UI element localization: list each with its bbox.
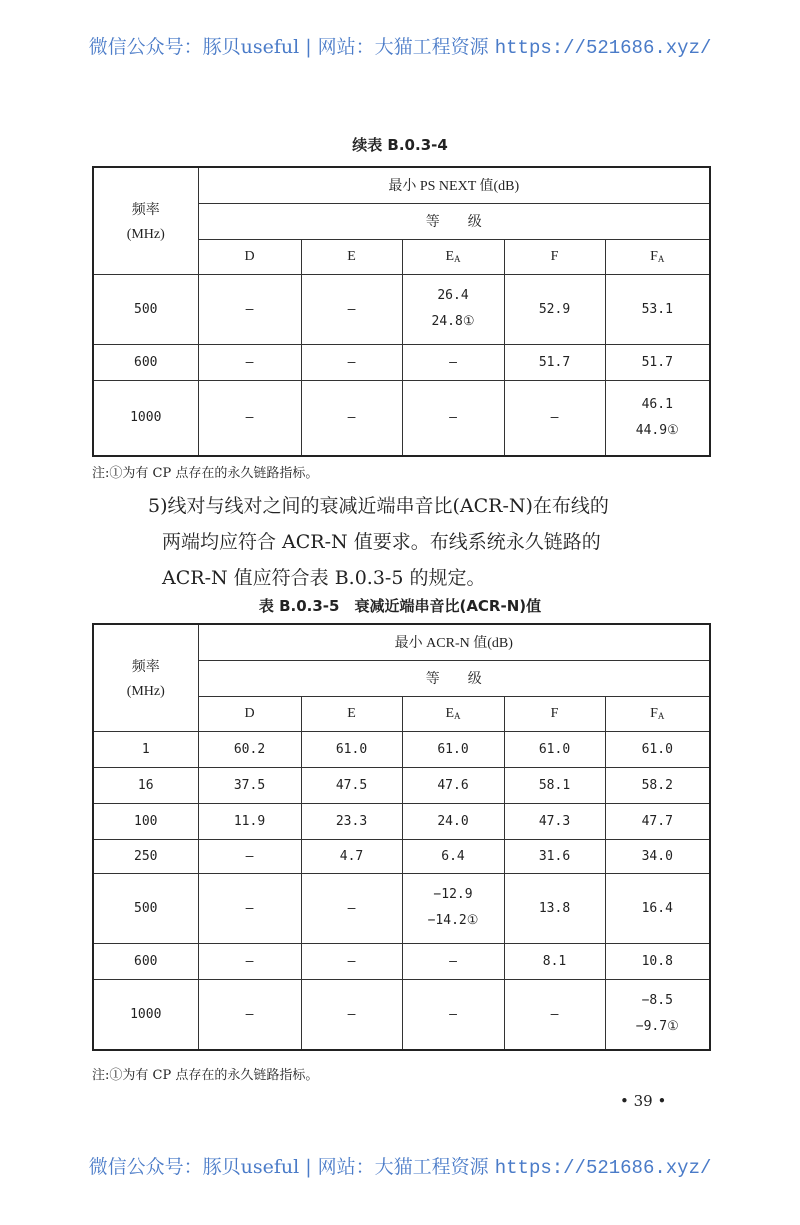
cell-value: 51.7 [538,354,571,370]
header-row [93,624,710,660]
value-cell [402,943,504,979]
cell-value: — [347,301,356,317]
grade-main: E [347,248,356,264]
cell-value: 47.3 [538,813,571,829]
table2-caption: 表 B.0.3-5 衰减近端串音比(ACR-N)值 [258,597,542,615]
value-cell [402,380,504,456]
cell-value: 6.4 [441,848,465,864]
header-row [93,167,710,203]
table1-note: 注:①为有 CP 点存在的永久链路指标。 [92,466,319,481]
cell-value: — [449,1006,457,1022]
cell-value: 58.2 [641,777,673,793]
grade-main: F [550,705,559,721]
value-cell [301,767,402,803]
cell-value: — [245,301,254,317]
value-cell [198,839,301,873]
value-cell [605,943,710,979]
paragraph-line: 两端均应符合 ACR-N 值要求。布线系统永久链路的 [162,531,601,553]
value-cell [198,344,301,380]
value-cell [605,873,710,943]
table-row [93,873,710,943]
watermark-text: 微信公众号：豚贝useful | 网站：大猫工程资源 [88,1156,495,1178]
cell-value: 24.0 [437,813,469,829]
cell-value: 10.8 [641,953,673,969]
watermark-url[interactable]: https://521686.xyz/ [494,1157,712,1179]
grade-column-FA [605,696,710,731]
freq-cell: 100 [93,803,198,839]
watermark-url[interactable]: https://521686.xyz/ [494,37,712,59]
table-row [93,767,710,803]
freq-cell: 250 [93,839,198,873]
grade-column-F [504,239,605,274]
freq-unit: (MHz) [126,226,165,242]
value-cell [301,943,402,979]
value-cell [402,767,504,803]
cell-value: — [245,1006,254,1022]
freq-cell: 600 [93,943,198,979]
value-cell [605,274,710,344]
value-cell [301,731,402,767]
freq-cell: 600 [93,344,198,380]
value-cell [402,979,504,1050]
cell-value: 16.4 [641,900,673,916]
cell-value: 37.5 [233,777,266,793]
grade-header: 等 级 [198,660,710,696]
cell-value: 47.6 [437,777,469,793]
value-cell [198,767,301,803]
value-cell [198,803,301,839]
grade-main: F [650,705,658,721]
cell-value: — [449,410,457,426]
value-cell [504,979,605,1050]
value-cell [504,380,605,456]
table-row [93,731,710,767]
freq-cell: 16 [93,767,198,803]
cell-value: 44.9① [635,422,679,438]
table-row [93,803,710,839]
cell-value: — [245,953,254,969]
cell-value: 24.8① [431,314,475,329]
value-cell [301,873,402,943]
table1-caption: 续表 B.0.3-4 [352,136,448,154]
cell-value: — [245,354,254,370]
watermark-text: 微信公众号：豚贝useful | 网站：大猫工程资源 [88,36,495,58]
value-cell [198,943,301,979]
paragraph-line: ACR-N 值应符合表 B.0.3-5 的规定。 [162,567,486,589]
value-cell [504,873,605,943]
value-cell [605,731,710,767]
cell-value: 60.2 [233,741,266,757]
value-cell [504,767,605,803]
value-cell [605,839,710,873]
watermark-bottom [0,1152,800,1179]
freq-label: 频率 [131,659,160,675]
grade-main: E [347,705,356,721]
cell-value: — [347,354,356,370]
value-cell [198,979,301,1050]
cell-value: — [245,848,254,864]
table-row [93,274,710,344]
value-cell [504,344,605,380]
value-cell [402,731,504,767]
grade-main: E [445,248,455,264]
grade-column-FA [605,239,710,274]
grade-main: D [244,248,255,264]
freq-cell: 1 [93,731,198,767]
table-row [93,380,710,456]
grade-main: F [550,248,559,264]
cell-value: 61.0 [641,741,673,757]
cell-value: — [550,1006,559,1022]
table2-acr-n [92,623,711,1051]
cell-value: 4.7 [339,848,364,864]
table2-note: 注:①为有 CP 点存在的永久链路指标。 [92,1068,319,1083]
table1-ps-next [92,166,711,457]
grade-column-D [198,239,301,274]
cell-value: 61.0 [335,741,368,757]
freq-header [93,167,198,274]
cell-value: −14.2① [427,913,479,928]
grade-header: 等 级 [198,203,710,239]
freq-cell: 500 [93,873,198,943]
value-cell [504,274,605,344]
cell-value: — [347,1006,356,1022]
table-row [93,943,710,979]
table-row [93,839,710,873]
cell-value: 47.5 [335,777,368,793]
cell-value: — [245,900,254,916]
grade-column-E [301,696,402,731]
value-cell [301,344,402,380]
value-cell [198,380,301,456]
value-cell [198,873,301,943]
page-number: • 39 • [620,1092,667,1110]
watermark-top [0,32,800,59]
cell-value: 61.0 [437,741,469,757]
grade-sub: A [454,253,461,264]
cell-value: — [245,410,254,426]
table-row [93,979,710,1050]
value-cell [605,380,710,456]
cell-value: −8.5 [641,993,673,1009]
grade-sub: A [657,253,665,264]
freq-cell: 1000 [93,979,198,1050]
cell-value: 34.0 [641,848,673,864]
grade-sub: A [454,710,461,721]
value-cell [301,979,402,1050]
freq-unit: (MHz) [126,683,165,699]
grade-main: F [650,248,658,264]
value-cell [605,767,710,803]
grade-column-D [198,696,301,731]
value-cell [402,873,504,943]
grade-main: D [244,705,255,721]
value-cell [301,380,402,456]
cell-value: 61.0 [538,741,571,757]
freq-cell: 1000 [93,380,198,456]
cell-value: — [550,410,559,426]
value-header: 最小 PS NEXT 值(dB) [198,167,710,203]
value-cell [605,803,710,839]
grade-sub: A [657,710,665,721]
cell-value: −9.7① [635,1019,679,1035]
cell-value: 13.8 [538,900,571,916]
cell-value: 23.3 [335,813,368,829]
cell-value: 58.1 [538,777,571,793]
cell-value: 31.6 [538,848,571,864]
value-cell [504,839,605,873]
cell-value: — [347,410,356,426]
cell-value: — [449,953,457,969]
value-cell [402,274,504,344]
freq-label: 频率 [131,202,160,218]
value-cell [301,274,402,344]
cell-value: 47.7 [641,813,673,829]
grade-column-EA [402,239,504,274]
value-cell [301,839,402,873]
grade-column-EA [402,696,504,731]
cell-value: 11.9 [233,813,266,829]
value-cell [504,803,605,839]
value-cell [402,839,504,873]
freq-cell: 500 [93,274,198,344]
value-cell [402,344,504,380]
paragraph-line: 5)线对与线对之间的衰减近端串音比(ACR-N)在布线的 [148,495,609,517]
cell-value: −12.9 [433,887,473,902]
value-cell [198,274,301,344]
value-cell [301,803,402,839]
cell-value: 26.4 [437,288,469,303]
value-cell [504,943,605,979]
cell-value: — [449,354,457,370]
value-cell [504,731,605,767]
paragraph-5 [148,488,722,596]
value-header: 最小 ACR-N 值(dB) [198,624,710,660]
freq-header [93,624,198,731]
grade-column-F [504,696,605,731]
cell-value: — [347,953,356,969]
value-cell [198,731,301,767]
cell-value: 46.1 [641,396,673,412]
cell-value: 8.1 [542,953,567,969]
cell-value: 52.9 [538,301,571,317]
grade-column-E [301,239,402,274]
value-cell [605,979,710,1050]
cell-value: 53.1 [641,301,673,317]
value-cell [605,344,710,380]
table-row [93,344,710,380]
grade-main: E [445,705,455,721]
value-cell [402,803,504,839]
cell-value: — [347,900,356,916]
cell-value: 51.7 [641,354,673,370]
